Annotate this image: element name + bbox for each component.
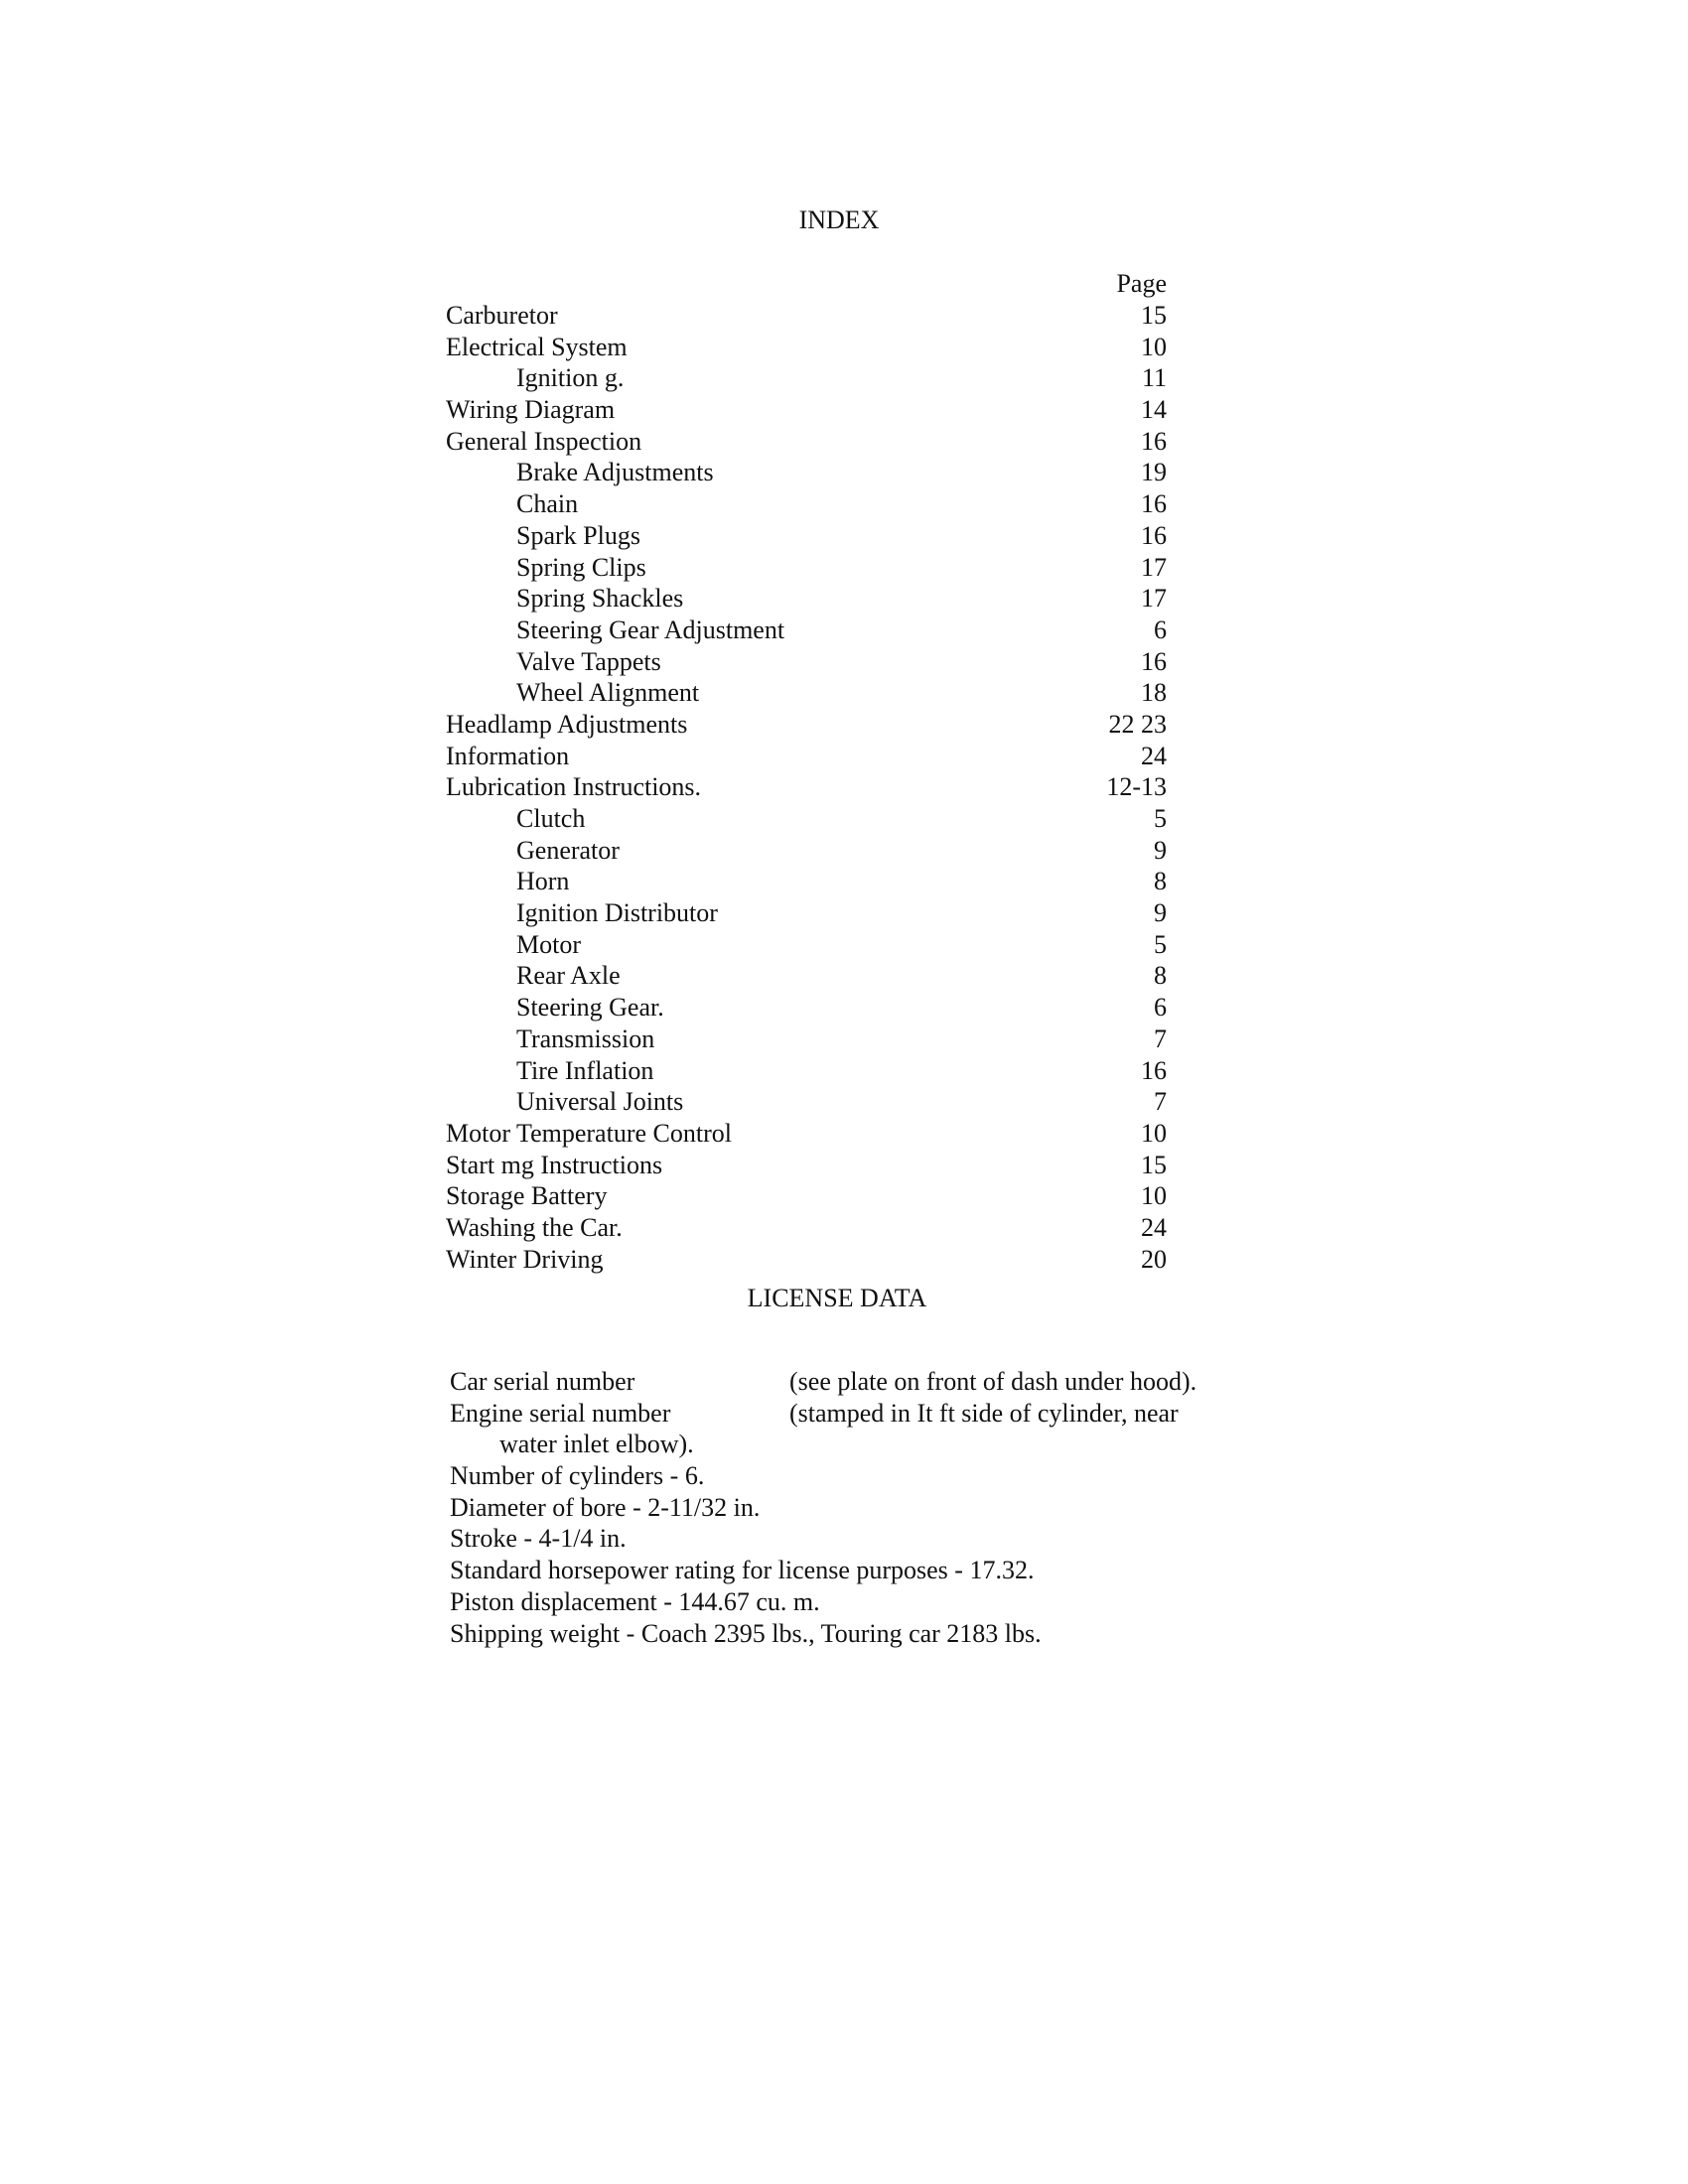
- index-entry-label: Chain: [516, 489, 579, 519]
- index-entry: [446, 897, 1167, 929]
- index-entry: [446, 771, 1167, 803]
- index-entry-label: Universal Joints: [516, 1087, 684, 1117]
- engine-serial-note: (stamped in It ft side of cylinder, near: [789, 1398, 1179, 1428]
- index-entry-page: 16: [1141, 1055, 1167, 1085]
- license-line: Number of cylinders - 6.: [450, 1461, 705, 1491]
- index-entry-label: Steering Gear Adjustment: [516, 614, 785, 644]
- index-entry: [446, 992, 1167, 1024]
- index-entry: [446, 1150, 1167, 1181]
- index-entry: [446, 1244, 1167, 1276]
- license-data: [450, 1366, 1244, 1649]
- engine-serial-row: [450, 1398, 1244, 1430]
- index-entry: [446, 677, 1167, 709]
- index-entry-label: Spring Clips: [516, 552, 646, 582]
- index-entry-page: 16: [1141, 520, 1167, 550]
- index-entry-label: Generator: [516, 835, 620, 865]
- index-list: [446, 300, 1167, 1275]
- license-line: Shipping weight - Coach 2395 lbs., Touring car 2183 lbs.: [450, 1618, 1042, 1648]
- index-entry: [446, 488, 1167, 520]
- index-entry-label: Motor: [516, 929, 581, 959]
- index-entry: [446, 709, 1167, 741]
- index-entry: [446, 1180, 1167, 1212]
- index-entry-page: 24: [1141, 1212, 1167, 1242]
- index-entry: [446, 646, 1167, 678]
- index-entry-label: Spring Shackles: [516, 584, 684, 614]
- index-entry-label: Headlamp Adjustments: [446, 709, 688, 739]
- index-entry-label: Rear Axle: [516, 961, 621, 991]
- index-entry-page: 6: [1154, 614, 1167, 644]
- engine-serial-note-continued: water inlet elbow).: [499, 1430, 694, 1459]
- index-entry-page: 18: [1141, 678, 1167, 708]
- index-entry-label: Storage Battery: [446, 1181, 608, 1211]
- index-entry-label: Tire Inflation: [516, 1055, 654, 1085]
- index-entry-label: Clutch: [516, 804, 586, 833]
- license-lines: [450, 1460, 1244, 1649]
- index-entry: [446, 1024, 1167, 1055]
- car-serial-label: Car serial number: [450, 1367, 635, 1396]
- index-entry: [446, 457, 1167, 488]
- index-entry: [446, 1212, 1167, 1244]
- index-entry-page: 24: [1141, 741, 1167, 770]
- index-entry-label: Wiring Diagram: [446, 395, 616, 425]
- index-entry-page: 7: [1154, 1087, 1167, 1117]
- index-entry-page: 8: [1154, 867, 1167, 896]
- index-entry-label: Wheel Alignment: [516, 678, 700, 708]
- index-entry: [446, 835, 1167, 867]
- index-entry: [446, 426, 1167, 458]
- index-entry-label: General Inspection: [446, 426, 642, 456]
- index-entry: [446, 741, 1167, 772]
- index-entry-label: Information: [446, 741, 570, 770]
- index-entry: [446, 300, 1167, 332]
- index-entry-label: Horn: [516, 867, 570, 896]
- index-entry-page: 22 23: [1108, 709, 1167, 739]
- index-entry-page: 12-13: [1106, 772, 1167, 802]
- license-line: Stroke - 4-1/4 in.: [450, 1524, 627, 1554]
- index-entry-label: Winter Driving: [446, 1244, 604, 1274]
- index-entry-page: 7: [1154, 1024, 1167, 1053]
- index-entry: [446, 1055, 1167, 1087]
- index-entry-label: Washing the Car.: [446, 1212, 623, 1242]
- index-entry: [446, 929, 1167, 961]
- index-title: INDEX: [798, 205, 880, 234]
- index-entry: [446, 803, 1167, 835]
- index-entry-page: 9: [1154, 898, 1167, 928]
- index-entry: [446, 1086, 1167, 1118]
- index-entry: [446, 362, 1167, 394]
- engine-serial-label: Engine serial number: [450, 1398, 671, 1428]
- license-line: Piston displacement - 144.67 cu. m.: [450, 1586, 820, 1616]
- index-entry-page: 11: [1141, 363, 1167, 393]
- index-entry-page: 8: [1154, 961, 1167, 991]
- license-line: Diameter of bore - 2-11/32 in.: [450, 1492, 761, 1522]
- index-entry-page: 10: [1141, 1118, 1167, 1148]
- index-entry: [446, 583, 1167, 614]
- index-entry-label: Steering Gear.: [516, 993, 664, 1023]
- index-entry-page: 16: [1141, 489, 1167, 519]
- index-entry-page: 15: [1141, 1150, 1167, 1179]
- index-entry: [446, 332, 1167, 363]
- index-entry-page: 19: [1141, 458, 1167, 487]
- index-entry: [446, 1118, 1167, 1150]
- index-entry-page: 16: [1141, 426, 1167, 456]
- index-entry-page: 14: [1141, 395, 1167, 425]
- car-serial-row: [450, 1366, 1244, 1398]
- index-entry-label: Transmission: [516, 1024, 655, 1053]
- index-entry: [446, 614, 1167, 646]
- index-entry-label: Lubrication Instructions.: [446, 772, 702, 802]
- index-entry-label: Brake Adjustments: [516, 458, 714, 487]
- index-entry-page: 5: [1154, 804, 1167, 833]
- index-entry: [446, 866, 1167, 897]
- index-entry: [446, 552, 1167, 584]
- index-entry-page: 10: [1141, 332, 1167, 361]
- index-entry-page: 6: [1154, 993, 1167, 1023]
- index-entry-page: 17: [1141, 584, 1167, 614]
- index-entry-label: Valve Tappets: [516, 646, 661, 676]
- index-entry-page: 16: [1141, 646, 1167, 676]
- index-entry-page: 20: [1141, 1244, 1167, 1274]
- index-entry: [446, 520, 1167, 552]
- license-data-title: LICENSE DATA: [747, 1284, 927, 1312]
- index-entry-label: Ignition g.: [516, 363, 625, 393]
- index-entry-label: Motor Temperature Control: [446, 1118, 732, 1148]
- index-entry: [446, 394, 1167, 426]
- index-entry-page: 10: [1141, 1181, 1167, 1211]
- index-entry-label: Electrical System: [446, 332, 628, 361]
- index-entry-label: Start mg Instructions: [446, 1150, 663, 1179]
- index-entry: [446, 960, 1167, 992]
- page-column-header: Page: [1116, 269, 1167, 298]
- index-entry-label: Spark Plugs: [516, 520, 640, 550]
- index-entry-label: Carburetor: [446, 301, 558, 330]
- index-entry-page: 17: [1141, 552, 1167, 582]
- index-entry-label: Ignition Distributor: [516, 898, 718, 928]
- index-entry-page: 9: [1154, 835, 1167, 865]
- index-entry-page: 5: [1154, 929, 1167, 959]
- index-entry-page: 15: [1141, 301, 1167, 330]
- car-serial-note: (see plate on front of dash under hood).: [789, 1367, 1197, 1396]
- license-line: Standard horsepower rating for license purposes - 17.32.: [450, 1556, 1035, 1585]
